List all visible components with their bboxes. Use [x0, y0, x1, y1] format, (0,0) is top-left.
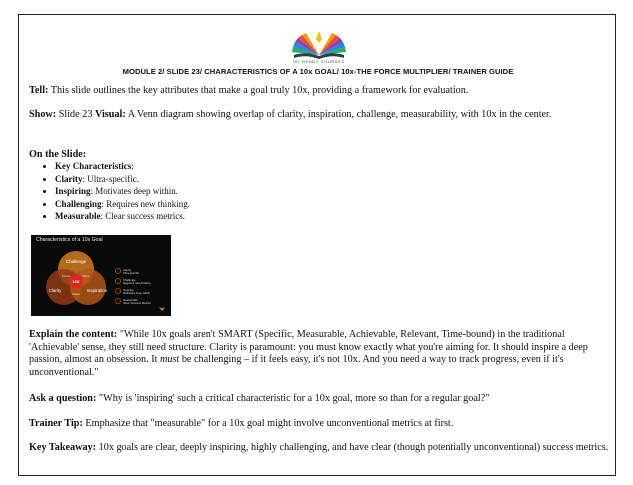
list-item	[55, 160, 190, 173]
explain-section	[29, 329, 609, 379]
legend-item-desc: Clear Success Metrics	[123, 301, 151, 306]
show-section	[29, 109, 609, 122]
page-title: MODULE 2/ SLIDE 23/ CHARACTERISTICS OF A 10x GOAL/ 10x-THE FORCE MULTIPLIER/ TRAINER GUIDE	[122, 67, 514, 76]
legend-item-title: Clarity	[123, 268, 131, 272]
tell-section	[29, 85, 609, 98]
venn-label-center: 10X	[72, 279, 80, 284]
tell-label: Tell:	[29, 85, 49, 96]
myreadycourses-book-logo-icon	[286, 25, 352, 63]
trainer-tip-label: Trainer Tip:	[29, 418, 83, 429]
legend-circle-icon	[115, 268, 120, 273]
list-item-text: :	[131, 161, 134, 171]
legend-circle-icon	[115, 298, 120, 303]
explain-label: Explain the content:	[29, 329, 118, 340]
key-takeaway-section	[29, 442, 609, 455]
tell-text: This slide outlines the key attributes that make a goal truly 10x, providing a framework for evaluation.	[48, 85, 469, 96]
legend-item	[123, 299, 151, 305]
on-slide-heading: On the Slide:	[29, 149, 87, 160]
venn-label-overlap-right: Drive	[82, 274, 90, 278]
list-item-text: : Clear success metrics.	[100, 211, 185, 221]
key-takeaway-label: Key Takeaway:	[29, 442, 97, 453]
venn-label-challenge: Challenge	[65, 259, 87, 264]
legend-circle-icon	[115, 288, 120, 293]
venn-label-overlap-bottom: Vision	[71, 292, 81, 296]
trainer-tip-section	[29, 418, 609, 431]
venn-label-inspiration: Inspiration	[86, 288, 108, 293]
legend-item-desc: Motivates deep within	[123, 291, 150, 296]
legend-item	[123, 269, 139, 275]
legend-item-title: Inspiring	[123, 288, 134, 292]
show-text-2: A Venn diagram showing overlap of clarity, inspiration, challenge, measurability, with 10x in the center.	[125, 109, 552, 120]
ask-label: Ask a question:	[29, 393, 97, 404]
ask-section	[29, 393, 609, 406]
trainer-tip-text: Emphasize that "measurable" for a 10x goal might involve unconventional metrics at first.	[82, 418, 454, 429]
list-item-text: : Requires new thinking.	[101, 198, 191, 209]
venn-label-clarity: Clarity	[48, 288, 62, 293]
legend-circle-icon	[115, 278, 120, 283]
slide-thumbnail	[31, 235, 171, 316]
trainer-guide-page	[18, 14, 616, 476]
legend-item	[123, 289, 150, 295]
ask-text: "Why is 'inspiring' such a critical characteristic for a 10x goal, more so than for a regular goal?"	[96, 393, 490, 404]
show-label: Show:	[29, 109, 57, 120]
list-item-label: Clarity	[55, 173, 83, 184]
explain-emphasis: must	[160, 354, 180, 366]
slide-thumbnail-title: Characteristics of a 10x Goal	[36, 237, 103, 243]
list-item-text: : Ultra-specific.	[82, 173, 139, 184]
list-item-label: Inspiring	[55, 186, 91, 196]
legend-item-desc: Requires new thinking	[123, 281, 151, 286]
legend-item	[123, 279, 151, 285]
list-item	[55, 198, 190, 211]
list-item	[55, 185, 190, 198]
legend-item-title: Challenge	[123, 278, 136, 282]
show-visual-label: Visual:	[94, 109, 126, 120]
list-item-text: : Motivates deep within.	[90, 186, 179, 196]
explain-text-2: be challenging – if it feels easy, it's not 10x. And you need a way to track progress, even if it's unconventional."	[29, 354, 564, 378]
logo-text: MY READY COURSES	[293, 59, 345, 64]
on-slide-list	[43, 160, 190, 223]
venn-label-overlap-left: Focus	[61, 274, 71, 278]
legend-item-title: Measurable	[123, 298, 138, 302]
list-item	[55, 210, 190, 223]
show-text-1: Slide 23	[56, 109, 95, 120]
legend-item-desc: Ultra-specific	[123, 271, 140, 276]
list-item-label: Measurable	[55, 211, 101, 221]
explain-text-1: "While 10x goals aren't SMART (Specific, Measurable, Achievable, Relevant, Time-bound) in the traditional 'Achievable' sense, they still need structure. Clarity is paramount: you must know exactly what you're aiming for. It should inspire a deep passion, almost an obsession. It	[29, 329, 588, 366]
key-takeaway-text: 10x goals are clear, deeply inspiring, highly challenging, and have clear (though potentially unconventional) success metrics.	[96, 442, 609, 453]
list-item	[55, 173, 190, 186]
list-item-label: Key Characteristics	[55, 161, 132, 171]
slide-logo-icon	[159, 307, 165, 311]
list-item-label: Challenging	[55, 198, 102, 209]
